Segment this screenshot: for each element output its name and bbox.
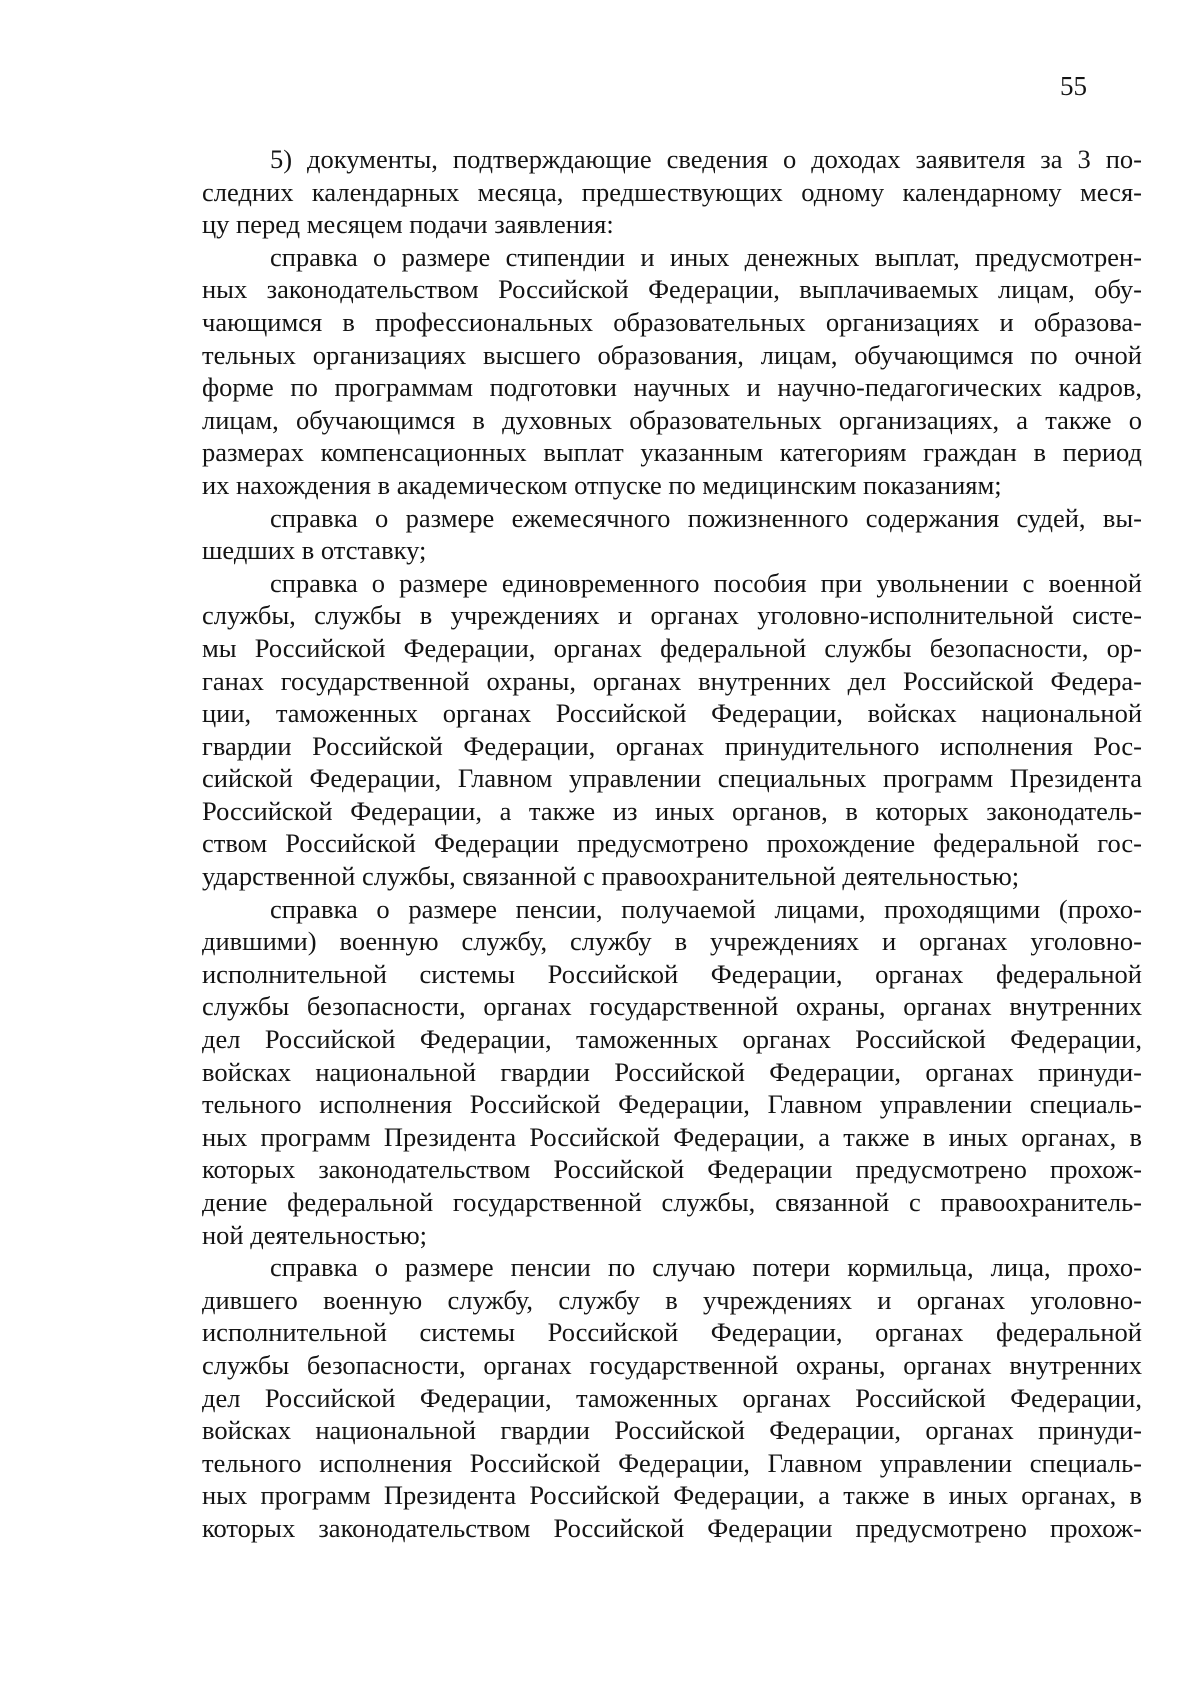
text-line: справка о размере стипендии и иных денежных выплат, предусмотрен- <box>270 241 1142 272</box>
text-line: войсках национальной гвардии Российской Федерации, органах принуди- <box>202 1415 1142 1446</box>
text-line: ганах государственной охраны, органах внутренних дел Российской Федера- <box>202 665 1142 696</box>
text-line: службы, службы в учреждениях и органах уголовно-исполнительной систе- <box>202 600 1142 631</box>
text-line: их нахождения в академическом отпуске по медицинским показаниям; <box>202 469 1002 500</box>
text-line: справка о размере пенсии, получаемой лицами, проходящими (прохо- <box>270 893 1142 924</box>
text-line: ной деятельностью; <box>202 1219 428 1250</box>
text-line: ных программ Президента Российской Федерации, а также в иных органах, в <box>202 1480 1142 1511</box>
text-line: следних календарных месяца, предшествующих одному календарному меся- <box>202 176 1142 207</box>
text-line: исполнительной системы Российской Федерации, органах федеральной <box>202 1317 1142 1348</box>
text-line: службы безопасности, органах государственной охраны, органах внутренних <box>202 991 1142 1022</box>
text-line: дел Российской Федерации, таможенных органах Российской Федерации, <box>202 1382 1142 1413</box>
text-line: дение федеральной государственной службы, связанной с правоохранитель- <box>202 1187 1142 1217</box>
text-line: лицам, обучающимся в духовных образовательных организациях, а также о <box>202 404 1142 435</box>
text-line: цу перед месяцем подачи заявления: <box>202 209 614 240</box>
text-line: мы Российской Федерации, органах федеральной службы безопасности, ор- <box>202 632 1142 663</box>
text-line: справка о размере пенсии по случаю потери кормильца, лица, прохо- <box>270 1252 1142 1283</box>
text-line: ударственной службы, связанной с правоохранительной деятельностью; <box>202 861 1020 892</box>
text-line: тельных организациях высшего образования, лицам, обучающимся по очной <box>202 339 1142 370</box>
text-line: чающимся в профессиональных образовательных организациях и образова- <box>202 306 1142 337</box>
text-line: дившего военную службу, службу в учреждениях и органах уголовно- <box>202 1284 1142 1315</box>
text-line: службы безопасности, органах государственной охраны, органах внутренних <box>202 1349 1142 1380</box>
text-line: дел Российской Федерации, таможенных органах Российской Федерации, <box>202 1024 1142 1055</box>
text-line: 5) документы, подтверждающие сведения о доходах заявителя за 3 по- <box>270 144 1142 174</box>
text-line: сийской Федерации, Главном управлении специальных программ Президента <box>202 763 1142 794</box>
text-line: исполнительной системы Российской Федерации, органах федеральной <box>202 958 1142 989</box>
text-line: справка о размере ежемесячного пожизненного содержания судей, вы- <box>270 502 1142 533</box>
text-line: гвардии Российской Федерации, органах принудительного исполнения Рос- <box>202 730 1142 761</box>
text-line: дившими) военную службу, службу в учреждениях и органах уголовно- <box>202 926 1142 957</box>
text-line: размерах компенсационных выплат указанным категориям граждан в период <box>202 437 1142 468</box>
text-line: ных законодательством Российской Федерации, выплачиваемых лицам, обу- <box>202 274 1142 305</box>
text-line: которых законодательством Российской Федерации предусмотрено прохож- <box>202 1512 1142 1543</box>
text-line: тельного исполнения Российской Федерации, Главном управлении специаль- <box>202 1447 1142 1478</box>
page-number: 55 <box>1060 71 1087 101</box>
text-line: Российской Федерации, а также из иных органов, в которых законодатель- <box>202 795 1142 826</box>
text-line: ции, таможенных органах Российской Федерации, войсках национальной <box>202 698 1142 729</box>
text-line: справка о размере единовременного пособия при увольнении с военной <box>270 567 1142 598</box>
text-line: ством Российской Федерации предусмотрено прохождение федеральной гос- <box>202 828 1142 859</box>
text-line: форме по программам подготовки научных и научно-педагогических кадров, <box>202 372 1142 403</box>
text-line: тельного исполнения Российской Федерации, Главном управлении специаль- <box>202 1089 1142 1120</box>
text-line: ных программ Президента Российской Федерации, а также в иных органах, в <box>202 1121 1142 1152</box>
text-line: войсках национальной гвардии Российской Федерации, органах принуди- <box>202 1056 1142 1087</box>
text-line: шедших в отставку; <box>202 535 427 566</box>
text-line: которых законодательством Российской Федерации предусмотрено прохож- <box>202 1154 1142 1185</box>
document-body <box>202 143 1142 1545</box>
